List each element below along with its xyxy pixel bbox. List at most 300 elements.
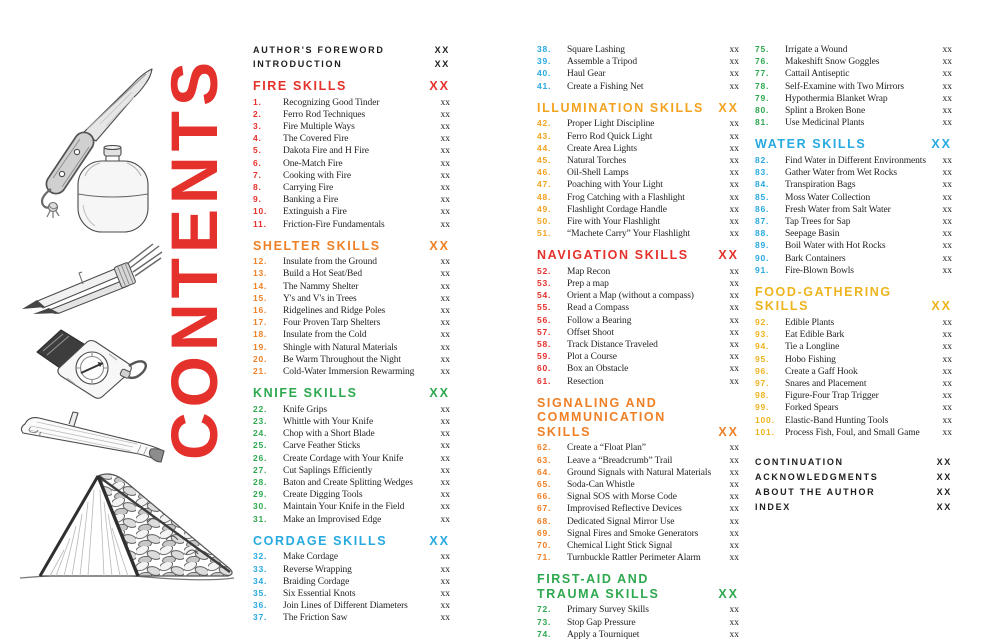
toc-item	[755, 204, 952, 216]
toc-item-title: Resection	[567, 376, 604, 387]
toc-item-number: 84.	[755, 179, 770, 190]
toc-section	[537, 101, 739, 241]
toc-page-number: xx	[729, 327, 739, 338]
camp-whisk-illustration	[21, 242, 163, 319]
toc-item	[755, 228, 952, 240]
toc-item-number: 10.	[253, 206, 268, 217]
toc-page-number: xx	[440, 158, 450, 169]
toc-section-title: SHELTER SKILLS	[253, 238, 381, 253]
toc-item-number: 96.	[755, 365, 770, 376]
toc-item	[755, 56, 952, 68]
toc-item-title: Elastic-Band Hunting Tools	[785, 415, 889, 426]
toc-item-title: Carrying Fire	[283, 182, 334, 193]
toc-item-title: Seepage Basin	[785, 229, 840, 240]
toc-item	[537, 278, 739, 290]
toc-item	[537, 540, 739, 552]
toc-page-number: xx	[440, 170, 450, 181]
toc-item-title: Four Proven Tarp Shelters	[283, 318, 381, 329]
toc-section-title: ILLUMINATION SKILLS	[537, 100, 704, 115]
toc-item	[253, 477, 450, 489]
toc-page-number: xx	[440, 195, 450, 206]
toc-page-number: xx	[942, 330, 952, 341]
toc-item-number: 85.	[755, 191, 770, 202]
toc-item-title: Figure-Four Trap Trigger	[785, 391, 879, 402]
toc-section	[537, 248, 739, 388]
toc-item-number: 24.	[253, 428, 268, 439]
toc-section-header	[253, 79, 450, 94]
toc-item-number: 80.	[755, 105, 770, 116]
toc-matter-label: AUTHOR'S FOREWORD	[253, 45, 385, 55]
toc-item-title: Insulate from the Ground	[283, 257, 377, 268]
toc-item-number: 58.	[537, 339, 552, 350]
toc-page-number: xx	[942, 45, 952, 55]
toc-section-title: NAVIGATION SKILLS	[537, 248, 689, 263]
toc-section	[537, 44, 739, 93]
toc-item	[253, 564, 450, 576]
toc-item-title: Whittle with Your Knife	[283, 416, 374, 427]
toc-item-number: 52.	[537, 265, 552, 276]
toc-item-title: Y's and V's in Trees	[283, 293, 357, 304]
toc-item-number: 93.	[755, 329, 770, 340]
toc-column-3	[755, 44, 952, 517]
toc-item	[537, 552, 739, 564]
toc-item-number: 78.	[755, 80, 770, 91]
toc-page-number: xx	[440, 465, 450, 476]
toc-page-number: xx	[942, 69, 952, 80]
toc-item-number: 14.	[253, 280, 268, 291]
toc-matter-entry	[755, 470, 952, 485]
toc-page-number: xx	[942, 265, 952, 276]
toc-item-number: 41.	[537, 80, 552, 91]
toc-item-number: 9.	[253, 194, 262, 205]
toc-item-title: Dakota Fire and H Fire	[283, 146, 369, 157]
toc-item	[537, 131, 739, 143]
toc-item-number: 76.	[755, 56, 770, 67]
toc-item	[253, 206, 450, 218]
toc-item-number: 62.	[537, 442, 552, 453]
toc-item-number: 3.	[253, 120, 262, 131]
toc-item-number: 100.	[755, 414, 775, 425]
toc-column-2	[537, 44, 739, 641]
toc-page-number: xx	[440, 453, 450, 464]
toc-item-number: 13.	[253, 268, 268, 279]
toc-section-page: XX	[429, 386, 450, 401]
toc-item-title: Apply a Tourniquet	[567, 629, 640, 640]
toc-item	[253, 219, 450, 231]
toc-page-number: xx	[440, 306, 450, 317]
toc-section-page: XX	[931, 137, 952, 152]
toc-item-title: Offset Shoot	[567, 327, 614, 338]
toc-item-title: Square Lashing	[567, 45, 625, 55]
toc-item-title: Maintain Your Knife in the Field	[283, 502, 405, 513]
toc-item-title: Create Cordage with Your Knife	[283, 453, 404, 464]
toc-item	[537, 467, 739, 479]
toc-section-header	[253, 386, 450, 401]
toc-section-title: WATER SKILLS	[755, 137, 867, 152]
toc-item-number: 2.	[253, 108, 262, 119]
toc-page-number: xx	[440, 182, 450, 193]
toc-item	[537, 155, 739, 167]
toc-item-number: 27.	[253, 464, 268, 475]
toc-page-number: xx	[729, 340, 739, 351]
toc-section-header	[537, 101, 739, 116]
toc-page-number: xx	[729, 279, 739, 290]
toc-page-number: xx	[440, 330, 450, 341]
toc-page-number: xx	[729, 455, 739, 466]
toc-item-title: Chop with a Short Blade	[283, 429, 375, 440]
toc-item	[537, 479, 739, 491]
toc-item-title: Reverse Wrapping	[283, 564, 352, 575]
toc-item	[537, 604, 739, 616]
toc-item-number: 45.	[537, 154, 552, 165]
toc-item-number: 77.	[755, 68, 770, 79]
toc-item-number: 36.	[253, 600, 268, 611]
toc-item-title: Boil Water with Hot Rocks	[785, 241, 886, 252]
toc-page-number: XX	[434, 45, 450, 55]
toc-item-title: Oil-Shell Lamps	[567, 168, 629, 179]
toc-item	[537, 315, 739, 327]
toc-item	[537, 118, 739, 130]
toc-item	[253, 354, 450, 366]
toc-page-number: XX	[936, 456, 952, 467]
toc-item-title: Read a Compass	[567, 303, 629, 314]
toc-page-number: xx	[440, 429, 450, 440]
toc-section-header	[755, 285, 952, 314]
toc-page-number: xx	[440, 490, 450, 501]
toc-item-title: Irrigate a Wound	[785, 45, 848, 55]
toc-page-number: xx	[729, 467, 739, 478]
toc-item-number: 35.	[253, 587, 268, 598]
toc-page-number: xx	[440, 564, 450, 575]
toc-item	[253, 329, 450, 341]
toc-item-title: Snares and Placement	[785, 378, 867, 389]
canteen-illustration	[73, 145, 153, 240]
toc-item-number: 5.	[253, 145, 262, 156]
toc-item	[253, 465, 450, 477]
toc-page-number: xx	[729, 266, 739, 277]
toc-item-number: 67.	[537, 503, 552, 514]
toc-item-title: Friction-Fire Fundamentals	[283, 219, 385, 230]
toc-matter-label: INDEX	[755, 501, 792, 512]
toc-item	[537, 143, 739, 155]
toc-item-title: Splint a Broken Bone	[785, 106, 866, 117]
toc-page-number: xx	[942, 204, 952, 215]
toc-item-number: 98.	[755, 390, 770, 401]
toc-item-title: Fire Multiple Ways	[283, 121, 355, 132]
toc-item-title: Process Fish, Foul, and Small Game	[785, 427, 920, 438]
toc-item-title: Knife Grips	[283, 404, 328, 415]
toc-item	[253, 317, 450, 329]
toc-item	[253, 576, 450, 588]
toc-page-number: xx	[729, 216, 739, 227]
toc-item-number: 42.	[537, 118, 552, 129]
toc-item-title: Hypothermia Blanket Wrap	[785, 93, 888, 104]
toc-item-title: Prep a map	[567, 279, 609, 290]
toc-item	[537, 629, 739, 641]
toc-item-title: Frog Catching with a Flashlight	[567, 192, 685, 203]
toc-item-title: Self-Examine with Two Mirrors	[785, 81, 904, 92]
toc-item	[253, 281, 450, 293]
toc-section-title: FIRE SKILLS	[253, 79, 347, 93]
toc-item-title: Track Distance Traveled	[567, 340, 658, 351]
toc-item	[253, 342, 450, 354]
toc-page-number: xx	[729, 443, 739, 454]
toc-page-number: xx	[942, 241, 952, 252]
toc-page-number: xx	[942, 427, 952, 438]
toc-item-number: 7.	[253, 169, 262, 180]
toc-item	[537, 376, 739, 388]
toc-item	[253, 305, 450, 317]
front-matter	[253, 44, 450, 71]
toc-item-title: Baton and Create Splitting Wedges	[283, 477, 413, 488]
toc-section-title: FIRST-AID AND TRAUMA SKILLS	[537, 572, 660, 601]
toc-item-title: “Machete Carry” Your Flashlight	[567, 229, 691, 240]
toc-item-number: 91.	[755, 264, 770, 275]
toc-item-title: Stop Gap Pressure	[567, 617, 636, 628]
toc-item-number: 90.	[755, 252, 770, 263]
toc-matter-entry	[755, 485, 952, 500]
toc-item-number: 81.	[755, 117, 770, 128]
toc-item-title: Natural Torches	[567, 155, 627, 166]
toc-item	[755, 81, 952, 93]
toc-item-number: 34.	[253, 575, 268, 586]
toc-page-number: xx	[942, 57, 952, 68]
toc-item	[537, 503, 739, 515]
toc-item	[253, 514, 450, 526]
toc-item	[253, 588, 450, 600]
toc-page-number: xx	[729, 528, 739, 539]
toc-item-number: 68.	[537, 515, 552, 526]
toc-page-number: xx	[729, 291, 739, 302]
toc-page-number: xx	[440, 269, 450, 280]
toc-section-header	[537, 396, 739, 440]
toc-section	[537, 572, 739, 641]
toc-item-number: 95.	[755, 353, 770, 364]
toc-item-number: 61.	[537, 375, 552, 386]
toc-item-number: 60.	[537, 363, 552, 374]
toc-item-number: 83.	[755, 167, 770, 178]
toc-section	[253, 386, 450, 526]
toc-page-number: xx	[942, 81, 952, 92]
toc-page-number: xx	[942, 192, 952, 203]
toc-item	[537, 491, 739, 503]
toc-item-number: 4.	[253, 133, 262, 144]
toc-item	[537, 81, 739, 93]
toc-page-number: xx	[729, 553, 739, 564]
toc-page-number: XX	[936, 501, 952, 512]
toc-item	[537, 68, 739, 80]
toc-item-title: Cooking with Fire	[283, 170, 351, 181]
toc-page-number: xx	[942, 415, 952, 426]
toc-item-number: 38.	[537, 44, 552, 54]
toc-item-title: Cut Saplings Efficiently	[283, 465, 373, 476]
toc-page-number: xx	[440, 219, 450, 230]
toc-page-number: xx	[942, 93, 952, 104]
toc-item	[537, 528, 739, 540]
toc-item-title: Flashlight Cordage Handle	[567, 204, 667, 215]
toc-item-number: 64.	[537, 466, 552, 477]
toc-item-number: 28.	[253, 476, 268, 487]
toc-item-title: Join Lines of Different Diameters	[283, 601, 408, 612]
toc-item-title: Plot a Course	[567, 352, 617, 363]
toc-item	[253, 489, 450, 501]
toc-item-number: 101.	[755, 426, 775, 437]
toc-section	[755, 137, 952, 277]
toc-section-page: XX	[718, 248, 739, 263]
toc-item-title: Ridgelines and Ridge Poles	[283, 306, 386, 317]
toc-section-page: XX	[429, 533, 450, 548]
toc-item-number: 48.	[537, 191, 552, 202]
toc-section	[755, 285, 952, 439]
toc-item-number: 94.	[755, 341, 770, 352]
toc-item-number: 46.	[537, 167, 552, 178]
toc-section-header	[253, 534, 450, 549]
toc-item-number: 15.	[253, 292, 268, 303]
toc-page-number: xx	[440, 342, 450, 353]
toc-item-number: 6.	[253, 157, 262, 168]
toc-section-page: XX	[718, 100, 739, 115]
toc-item-number: 11.	[253, 218, 267, 229]
toc-item-number: 53.	[537, 278, 552, 289]
toc-item-title: Leave a “Breadcrumb” Trail	[567, 455, 673, 466]
toc-item	[253, 97, 450, 109]
toc-item-number: 49.	[537, 203, 552, 214]
toc-item	[537, 266, 739, 278]
toc-item	[253, 366, 450, 378]
toc-item	[755, 179, 952, 191]
toc-page-number: xx	[440, 601, 450, 612]
toc-item	[253, 133, 450, 145]
toc-matter-entry	[253, 58, 450, 72]
toc-matter-label: ACKNOWLEDGMENTS	[755, 471, 879, 482]
toc-item	[537, 216, 739, 228]
toc-section-page: XX	[718, 424, 739, 439]
toc-item-title: The Nammy Shelter	[283, 281, 359, 292]
toc-item	[253, 600, 450, 612]
toc-item-title: Orient a Map (without a compass)	[567, 291, 694, 302]
toc-page-number: xx	[440, 367, 450, 378]
toc-item	[755, 329, 952, 341]
toc-item-number: 32.	[253, 551, 268, 562]
toc-item	[755, 253, 952, 265]
toc-page-number: xx	[942, 229, 952, 240]
toc-item-number: 79.	[755, 92, 770, 103]
toc-item-title: Carve Feather Sticks	[283, 441, 361, 452]
toc-section-header	[253, 239, 450, 254]
toc-item-number: 30.	[253, 501, 268, 512]
toc-page-number: xx	[942, 342, 952, 353]
toc-item	[537, 339, 739, 351]
toc-item	[755, 378, 952, 390]
toc-item-title: Build a Hot Seat/Bed	[283, 269, 363, 280]
toc-page-number: xx	[942, 366, 952, 377]
toc-page-number: xx	[440, 257, 450, 268]
toc-item-number: 59.	[537, 351, 552, 362]
toc-item	[755, 415, 952, 427]
toc-page-number: xx	[440, 121, 450, 132]
toc-page-number: xx	[729, 303, 739, 314]
toc-item	[537, 327, 739, 339]
toc-item-title: Primary Survey Skills	[567, 605, 649, 616]
toc-page-number: XX	[936, 486, 952, 497]
toc-page-number: XX	[434, 58, 450, 69]
toc-page-number: xx	[729, 617, 739, 628]
toc-item	[755, 366, 952, 378]
toc-item-title: Transpiration Bags	[785, 180, 856, 191]
toc-item-title: Extinguish a Fire	[283, 207, 347, 218]
toc-page-number: xx	[440, 109, 450, 120]
toc-item-number: 73.	[537, 616, 552, 627]
toc-page-number: xx	[729, 364, 739, 375]
toc-page-number: xx	[729, 143, 739, 154]
toc-item-number: 18.	[253, 329, 268, 340]
toc-page-number: xx	[729, 168, 739, 179]
toc-item-title: Signal SOS with Morse Code	[567, 492, 677, 503]
toc-page-number: xx	[942, 378, 952, 389]
toc-section-title: CORDAGE SKILLS	[253, 533, 388, 548]
toc-item-number: 92.	[755, 316, 770, 327]
toc-page-number: xx	[729, 479, 739, 490]
toc-item	[537, 455, 739, 467]
toc-item-title: Shingle with Natural Materials	[283, 342, 398, 353]
toc-item	[253, 121, 450, 133]
toc-item	[755, 167, 952, 179]
toc-item	[253, 428, 450, 440]
toc-section	[253, 79, 450, 231]
toc-item-title: Forked Spears	[785, 403, 839, 414]
toc-item-title: Banking a Fire	[283, 195, 339, 206]
toc-item-number: 70.	[537, 540, 552, 550]
toc-item-number: 55.	[537, 302, 552, 313]
toc-section-title: KNIFE SKILLS	[253, 386, 358, 401]
toc-item-title: Turnbuckle Rattler Perimeter Alarm	[567, 553, 701, 564]
toc-item	[537, 179, 739, 191]
toc-page-number: xx	[440, 134, 450, 145]
toc-matter-label: ABOUT THE AUTHOR	[755, 486, 876, 497]
toc-page-number: xx	[942, 180, 952, 191]
toc-page-number: xx	[729, 352, 739, 363]
toc-item-title: Chemical Light Stick Signal	[567, 541, 673, 551]
toc-item-number: 89.	[755, 240, 770, 251]
toc-item-number: 37.	[253, 612, 268, 623]
toc-section	[755, 44, 952, 129]
toc-section	[537, 396, 739, 565]
toc-section-page: XX	[429, 238, 450, 253]
toc-item-number: 17.	[253, 317, 268, 328]
toc-page-number: xx	[729, 192, 739, 203]
toc-item-title: Use Medicinal Plants	[785, 118, 865, 129]
toc-item	[253, 453, 450, 465]
toc-item-title: Gather Water from Wet Rocks	[785, 168, 898, 179]
toc-item	[253, 404, 450, 416]
toc-item-title: The Covered Fire	[283, 134, 349, 145]
toc-item-title: Tie a Longline	[785, 342, 840, 353]
toc-item-title: Create a Fishing Net	[567, 81, 644, 92]
toc-page-number: xx	[729, 516, 739, 527]
toc-item-title: Create Digging Tools	[283, 490, 363, 501]
toc-item-number: 66.	[537, 491, 552, 502]
toc-section-header	[755, 137, 952, 152]
toc-item-number: 51.	[537, 228, 552, 239]
toc-item-title: Signal Fires and Smoke Generators	[567, 528, 699, 539]
toc-item	[537, 290, 739, 302]
toc-item	[253, 158, 450, 170]
toc-column-1	[253, 44, 450, 625]
toc-item-title: Create a “Float Plan”	[567, 443, 646, 454]
toc-page-number: XX	[936, 471, 952, 482]
toc-page-number: xx	[729, 492, 739, 503]
toc-page-number: xx	[440, 318, 450, 329]
